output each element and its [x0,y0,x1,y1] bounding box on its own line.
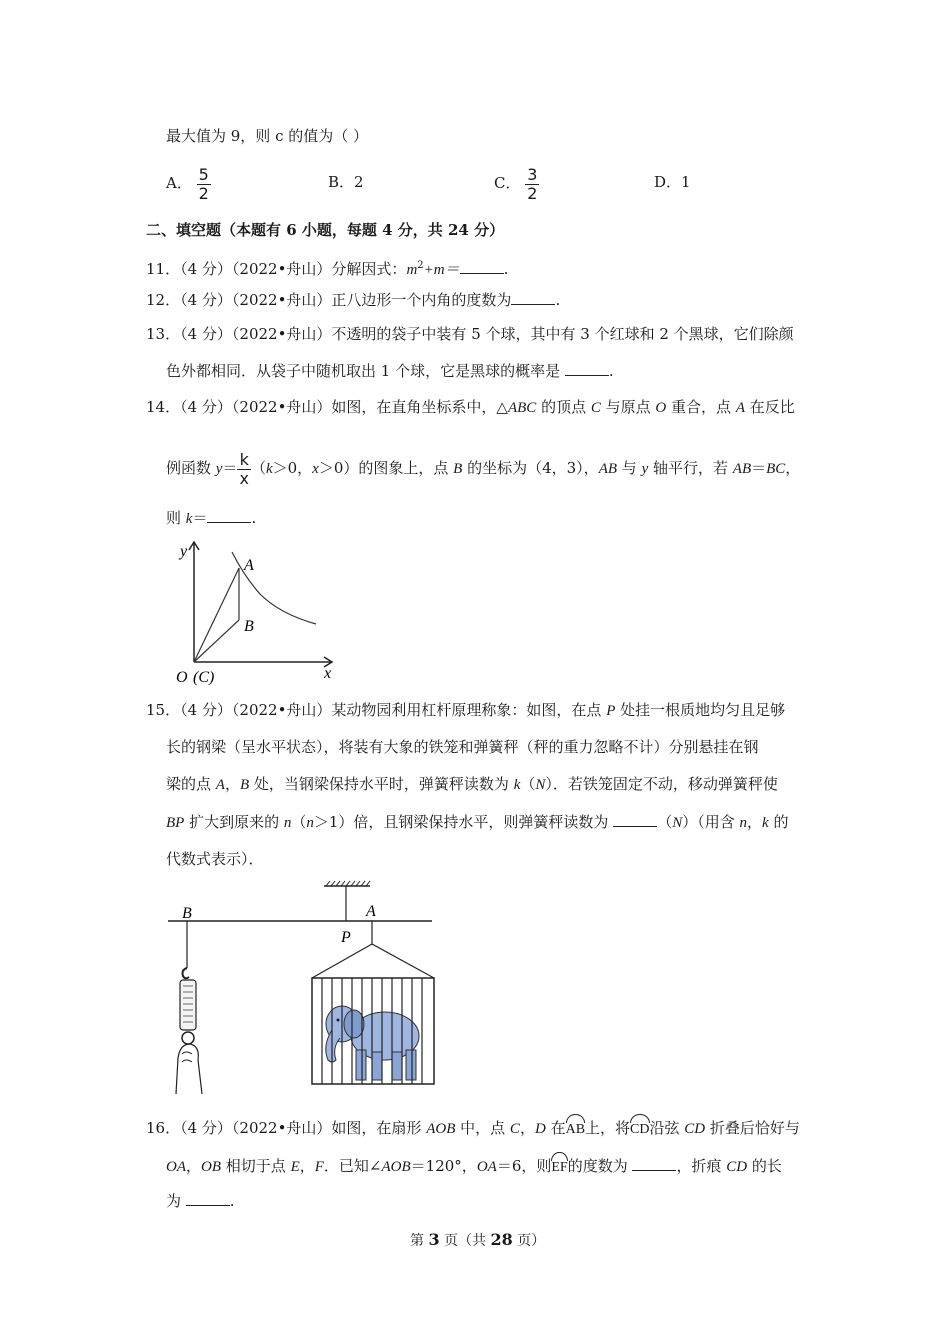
answer-blank[interactable] [186,1191,230,1206]
arc-cd: CD [630,1114,649,1142]
q14-coordinate-figure [160,536,340,688]
label-y: y [180,543,188,560]
frac-denominator: 2 [527,183,538,203]
answer-blank[interactable] [565,361,609,376]
label-x: x [324,665,332,682]
question-14-line2: 例函数 y＝ $\frac{k}{x}$ （k＞0，x＞0）的图象上，点 B 的坐标为（4，3），AB 与 y 轴平行，若 AB＝BC， [166,449,801,488]
frac-numerator: 5 [198,164,209,184]
spring-scale [180,980,196,1030]
q10-option-c [494,162,539,204]
question-16-line2: OA，OB 相切于点 E，F．已知∠AOB＝120°，OA＝6，则EF的度数为 ，折痕 CD 的长 [166,1152,782,1180]
q10-option-d: D．1 [654,173,691,191]
question-13-line2: 色外都相同．从袋子中随机取出 1 个球，它是黑球的概率是 . [166,362,614,380]
answer-blank[interactable] [632,1156,676,1171]
label-a: A [244,557,254,574]
page-footer: 第 3 页（共 28 页） [410,1230,546,1249]
arc-ab: AB [566,1114,585,1142]
answer-blank[interactable] [460,259,504,274]
label-b: B [182,905,192,922]
label-b: B [244,618,254,635]
answer-blank[interactable] [613,812,657,827]
answer-blank[interactable] [207,508,251,523]
segment-ca [194,568,239,662]
question-15-line5: 代数式表示）． [166,850,264,868]
q10-option-b: B．2 [328,173,364,191]
answer-blank[interactable] [511,290,555,305]
label-a: A [366,903,376,920]
question-16-line1: 16．（4 分）（2022•舟山）如图，在扇形 AOB 中，点 C，D 在AB上，将CD沿弦 CD 折叠后恰好与 [146,1114,800,1142]
page-number: 3 [428,1230,440,1249]
section-heading: 二、填空题（本题有 6 小题，每题 4 分，共 24 分） [146,221,505,239]
question-15-line4: BP 扩大到原来的 n（n＞1）倍，且钢梁保持水平，则弹簧秤读数为 （N）（用含 n，k 的 [166,813,789,831]
question-14-line3: 则 k＝ . [166,509,257,527]
segment-cb [194,620,239,662]
frac-denominator: 2 [198,183,209,203]
question-11: 11．（4 分）（2022•舟山）分解因式：$m^2+m=$ . [146,260,509,278]
question-13-line1: 13．（4 分）（2022•舟山）不透明的袋子中装有 5 个球，其中有 3 个红球和 2 个黑球，它们除颜 [146,325,794,343]
label-o: O [176,669,188,686]
fraction-k-over-x: $\frac{k}{x}$ [239,449,249,488]
option-label: C． [494,174,521,192]
hand-fingers [182,1052,192,1062]
q10-tail: 最大值为 9，则 c 的值为（ ） [166,127,369,145]
hand-outline [176,1044,202,1094]
question-15-line3: 梁的点 A，B 处，当钢梁保持水平时，弹簧秤读数为 k（N）．若铁笼固定不动，移动弹簧秤使 [166,775,778,793]
label-p: P [341,929,351,946]
scale-hook [183,968,190,978]
question-16-line3: 为 . [166,1192,235,1210]
q10-option-a [166,162,211,204]
label-c: (C) [193,669,215,686]
cage-rope-left [312,944,372,978]
arc-ef: EF [551,1152,567,1180]
option-label: A． [166,174,192,192]
frac-numerator: 3 [527,164,538,184]
question-14-line1: 14．（4 分）（2022•舟山）如图，在直角坐标系中，△ABC 的顶点 C 与原点 O 重合，点 A 在反比 [146,398,795,416]
question-15-line2: 长的钢梁（呈水平状态），将装有大象的铁笼和弹簧秤（秤的重力忽略不计）分别悬挂在钢 [166,738,759,756]
cage-rope-right [372,944,434,978]
q15-lever-figure [160,878,440,1098]
scale-ring [182,1032,194,1044]
page-total: 28 [490,1230,513,1249]
question-15-line1: 15．（4 分）（2022•舟山）某动物园利用杠杆原理称象：如图，在点 P 处挂一根质地均匀且足够 [146,701,786,719]
question-12: 12．（4 分）（2022•舟山）正八边形一个内角的度数为 . [146,291,561,309]
